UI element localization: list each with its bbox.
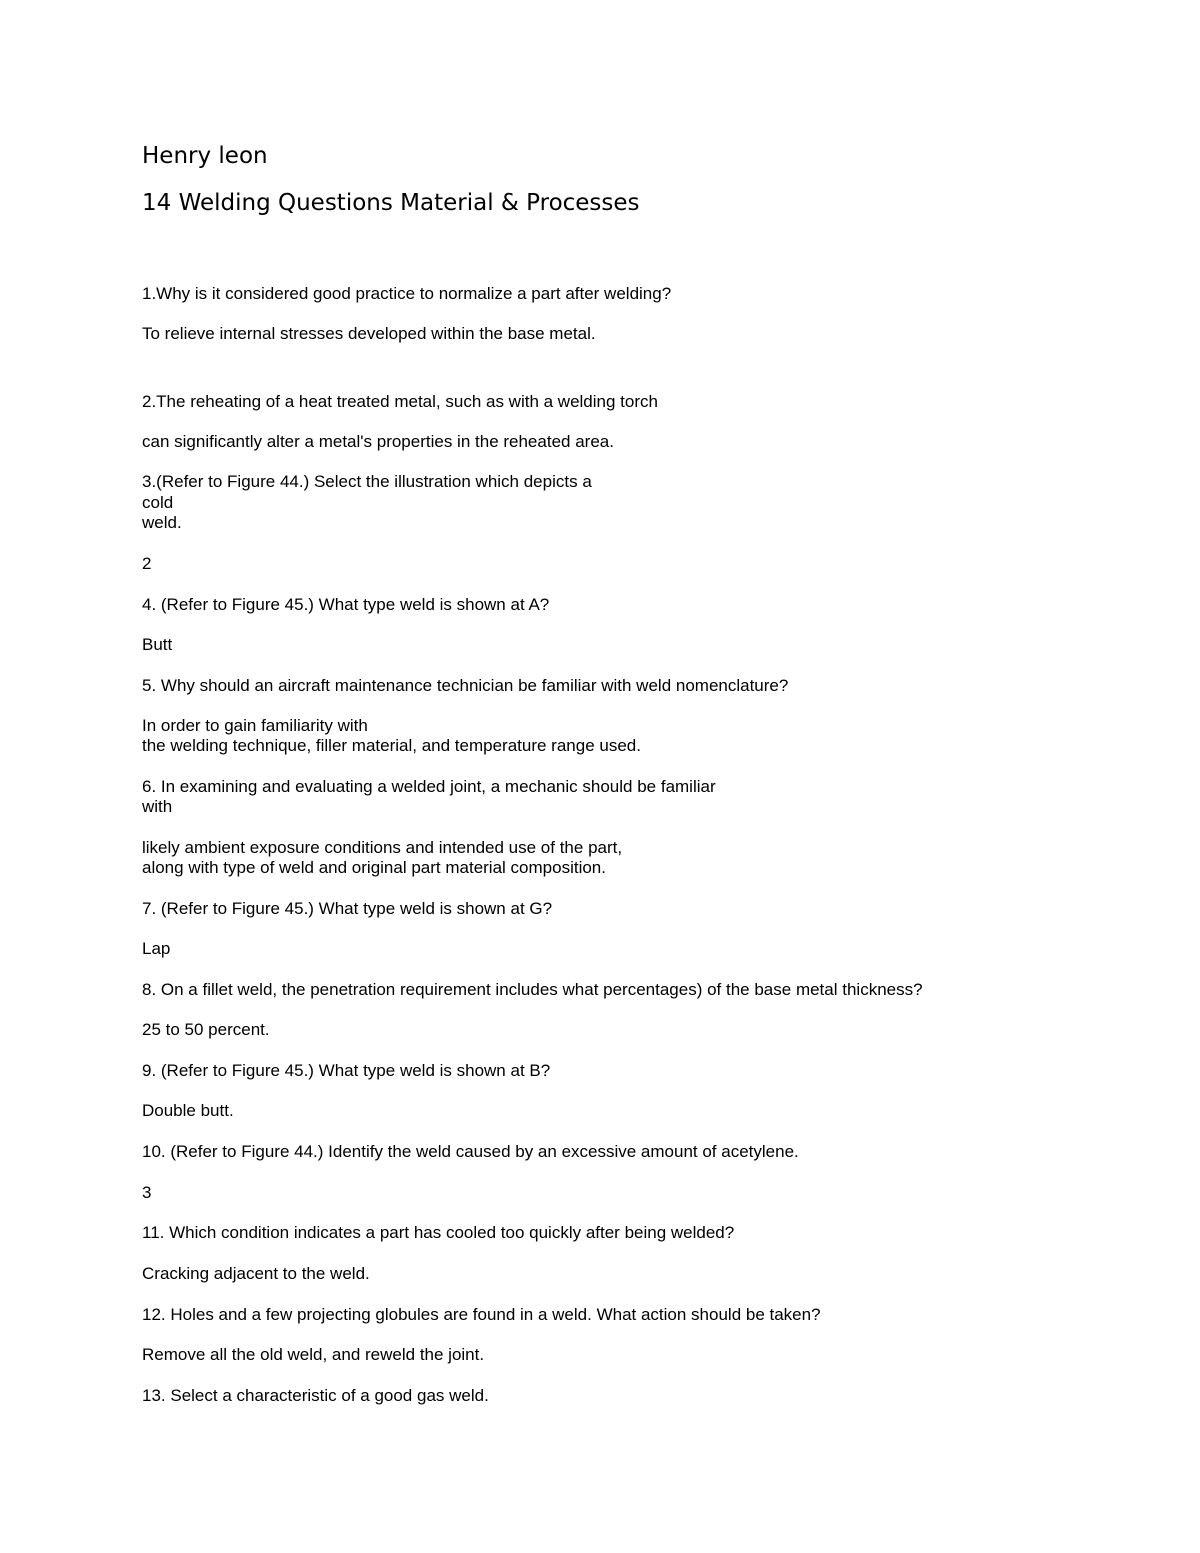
author-name: Henry leon — [142, 143, 268, 169]
question-13: 13. Select a characteristic of a good gas weld. — [142, 1386, 489, 1405]
answer-8: 25 to 50 percent. — [142, 1020, 270, 1039]
question-1: 1.Why is it considered good practice to normalize a part after welding? — [142, 284, 672, 303]
question-9: 9. (Refer to Figure 45.) What type weld is shown at B? — [142, 1061, 551, 1080]
question-10: 10. (Refer to Figure 44.) Identify the weld caused by an excessive amount of acetylene. — [142, 1142, 799, 1161]
answer-1: To relieve internal stresses developed within the base metal. — [142, 324, 596, 343]
answer-5-continued: the welding technique, filler material, and temperature range used. — [142, 736, 641, 755]
question-11: 11. Which condition indicates a part has cooled too quickly after being welded? — [142, 1223, 735, 1242]
answer-4: Butt — [142, 635, 173, 654]
answer-7: Lap — [142, 939, 171, 958]
answer-3: 2 — [142, 554, 152, 573]
question-3-continued: cold — [142, 493, 174, 512]
question-2: 2.The reheating of a heat treated metal, such as with a welding torch — [142, 392, 658, 411]
answer-10: 3 — [142, 1183, 152, 1202]
answer-2: can significantly alter a metal's properties in the reheated area. — [142, 432, 614, 451]
question-6: 6. In examining and evaluating a welded joint, a mechanic should be familiar — [142, 777, 716, 796]
question-3: 3.(Refer to Figure 44.) Select the illustration which depicts a — [142, 472, 592, 491]
answer-12: Remove all the old weld, and reweld the joint. — [142, 1345, 485, 1364]
question-8: 8. On a fillet weld, the penetration requirement includes what percentages) of the base metal thickness? — [142, 980, 923, 999]
answer-9: Double butt. — [142, 1101, 234, 1120]
answer-11: Cracking adjacent to the weld. — [142, 1264, 370, 1283]
question-7: 7. (Refer to Figure 45.) What type weld is shown at G? — [142, 899, 553, 918]
question-3-continued: weld. — [142, 513, 182, 532]
answer-5: In order to gain familiarity with — [142, 716, 368, 735]
question-12: 12. Holes and a few projecting globules are found in a weld. What action should be taken? — [142, 1305, 821, 1324]
answer-6-continued: along with type of weld and original part material composition. — [142, 858, 606, 877]
question-5: 5. Why should an aircraft maintenance technician be familiar with weld nomenclature? — [142, 676, 789, 695]
document-title: 14 Welding Questions Material & Processes — [142, 190, 640, 216]
answer-6: likely ambient exposure conditions and intended use of the part, — [142, 838, 623, 857]
question-6-continued: with — [142, 797, 173, 816]
question-4: 4. (Refer to Figure 45.) What type weld is shown at A? — [142, 595, 550, 614]
